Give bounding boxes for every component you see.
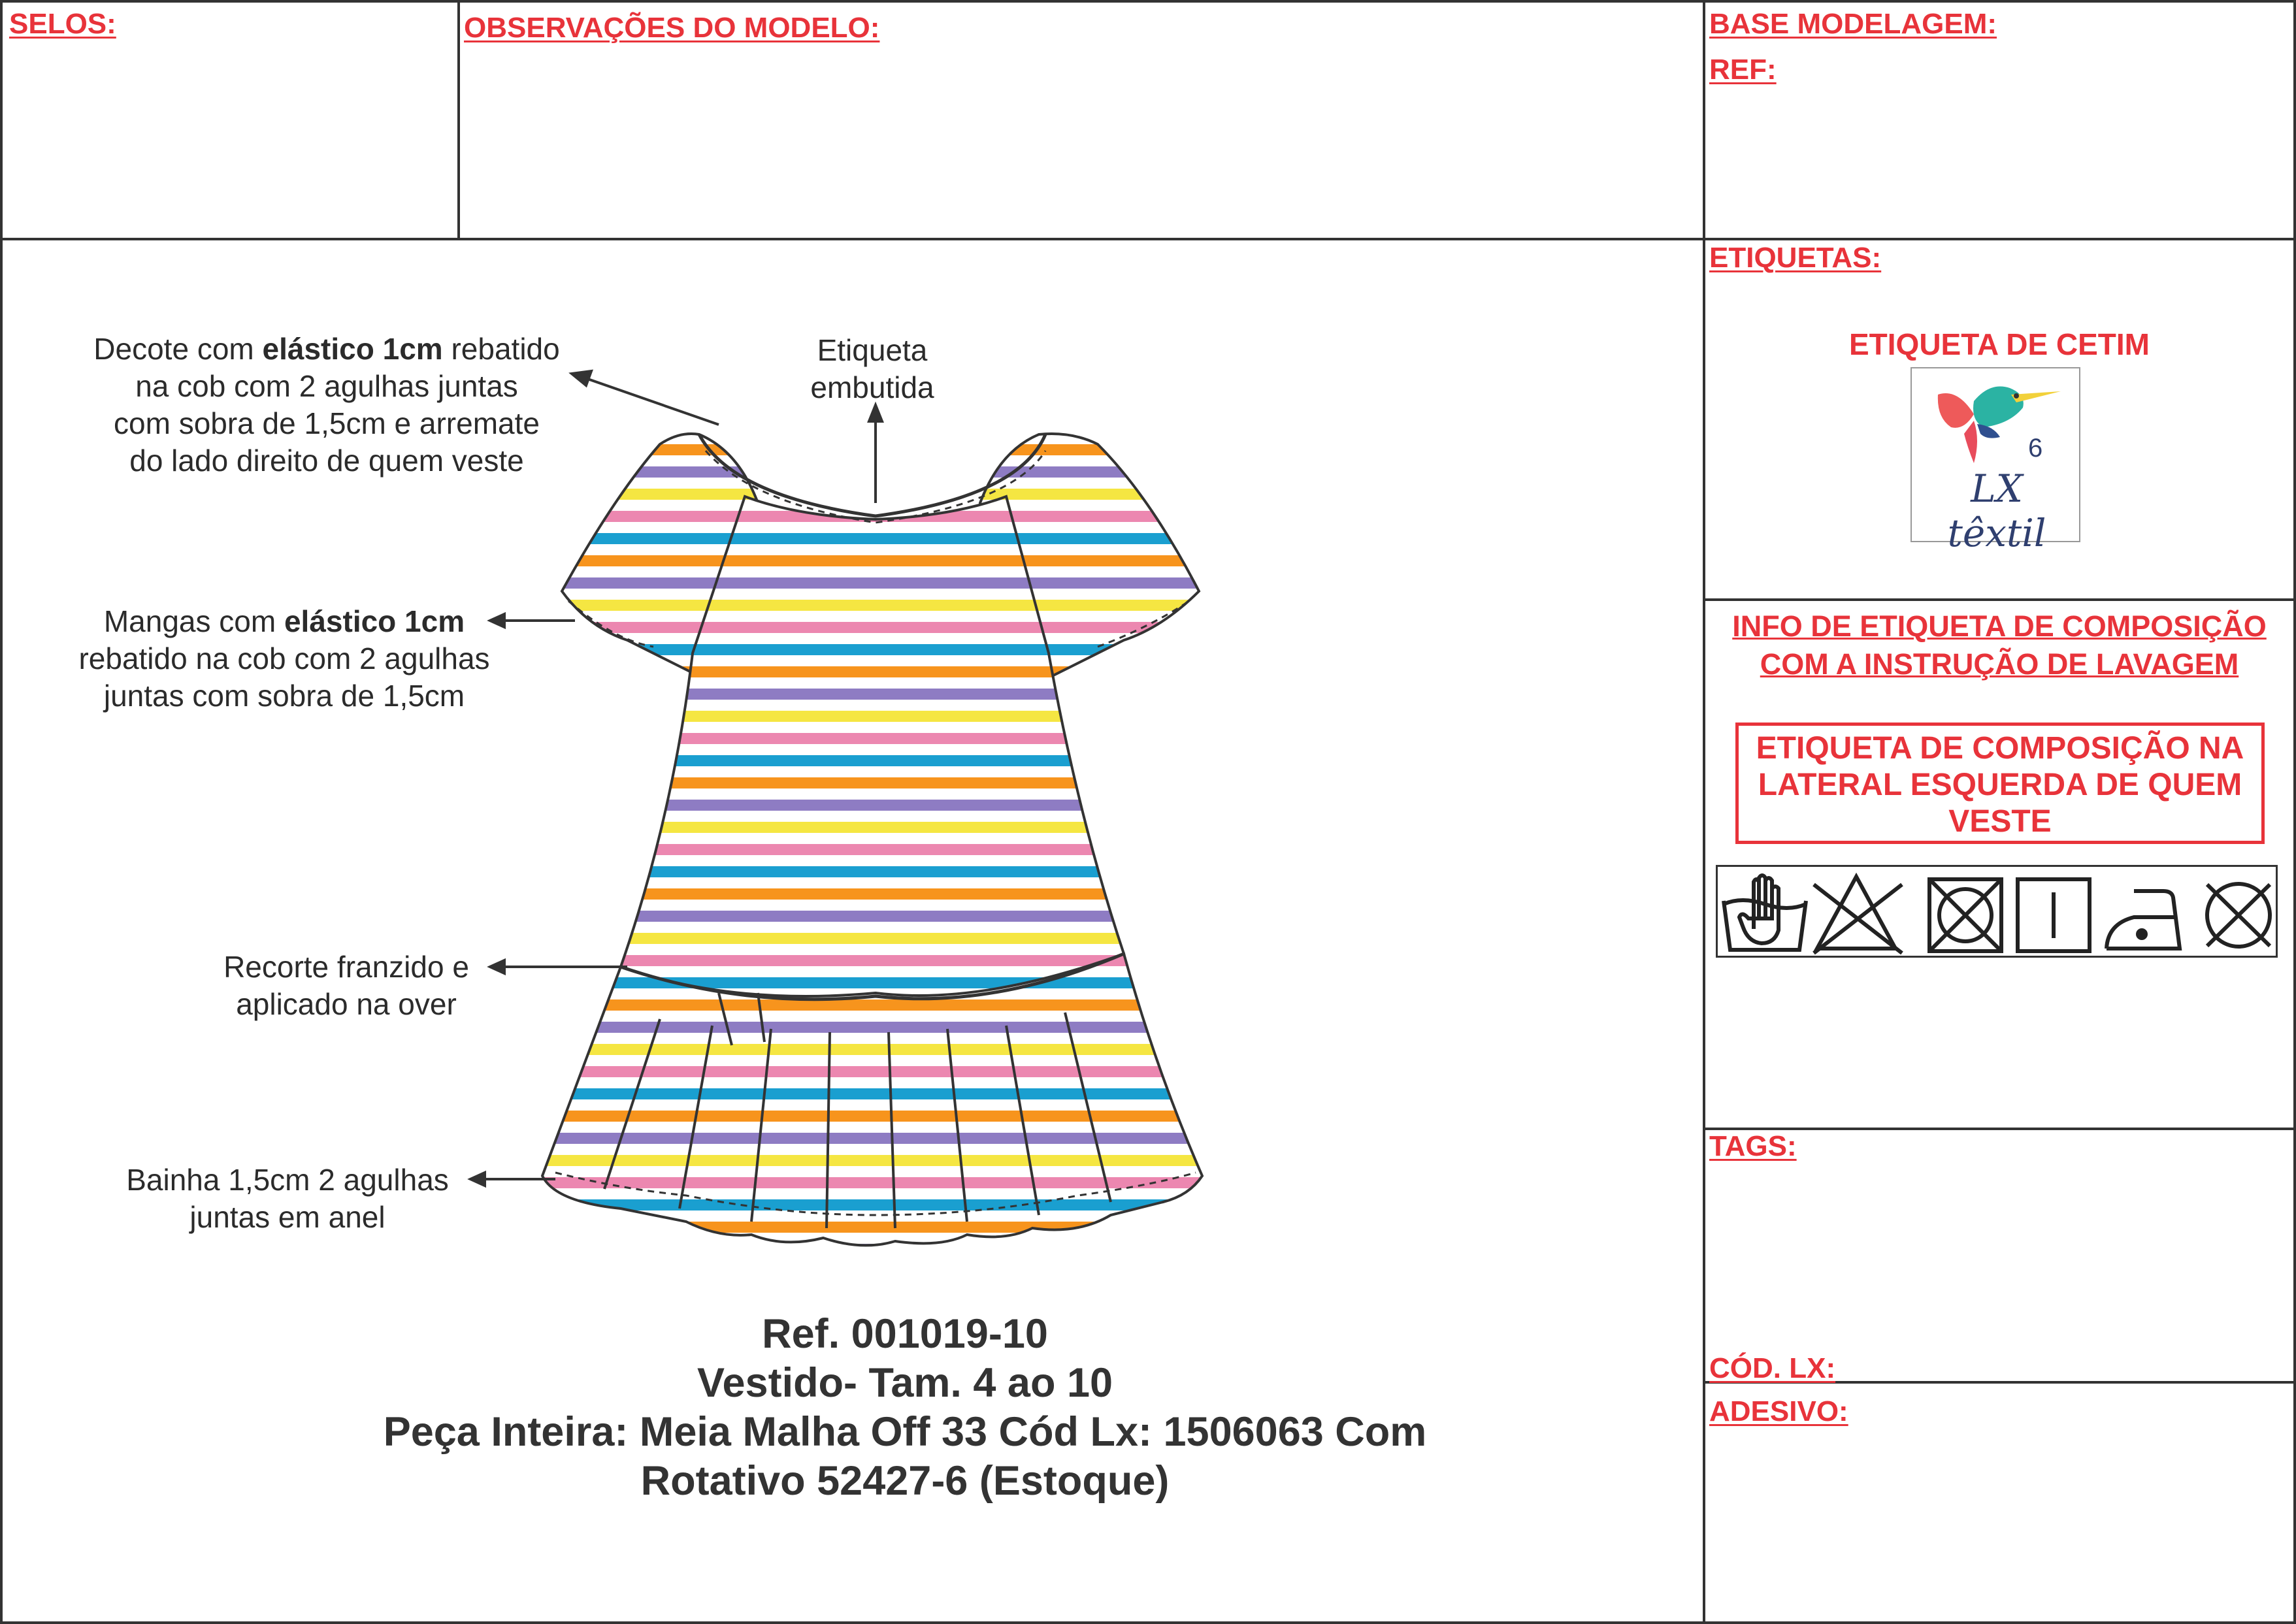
note-etiqueta-line-2: embutida <box>810 370 934 404</box>
selos-label: SELOS: <box>9 8 116 40</box>
note-mangas-line-2: rebatido na cob com 2 agulhas <box>78 641 490 675</box>
composition-line-3: VESTE <box>1948 804 2052 839</box>
note-mangas <box>46 603 523 715</box>
etiquetas-label: ETIQUETAS: <box>1709 242 1882 274</box>
base-modelagem-label: BASE MODELAGEM: <box>1709 8 1997 40</box>
note-recorte-line-1: Recorte franzido e <box>223 950 469 984</box>
product-description <box>274 1310 1535 1506</box>
logo-brand-name: LX têxtil <box>1947 466 2046 555</box>
note-decote-line-3: com sobra de 1,5cm e arremate <box>114 406 540 440</box>
product-name: Vestido- Tam. 4 ao 10 <box>697 1360 1113 1406</box>
note-decote <box>72 331 582 479</box>
etiqueta-cetim-title: ETIQUETA DE CETIM <box>1849 327 2150 361</box>
note-mangas-bold: elástico 1cm <box>284 604 465 638</box>
note-mangas-line-3: juntas com sobra de 1,5cm <box>103 679 465 713</box>
note-etiqueta-line-1: Etiqueta <box>817 333 928 367</box>
ref-label: REF: <box>1709 54 1777 86</box>
composition-line-1: ETIQUETA DE COMPOSIÇÃO NA <box>1756 731 2244 766</box>
cod-lx-label: CÓD. LX: <box>1709 1352 1836 1384</box>
note-recorte <box>196 949 497 1023</box>
product-ref: Ref. 001019-10 <box>762 1311 1048 1357</box>
note-bainha-line-1: Bainha 1,5cm 2 agulhas <box>126 1163 449 1197</box>
info-line-2: COM A INSTRUÇÃO DE LAVAGEM <box>1760 647 2239 681</box>
note-decote-line-2: na cob com 2 agulhas juntas <box>135 369 518 403</box>
note-etiqueta <box>784 332 960 406</box>
note-decote-bold: elástico 1cm <box>262 332 443 366</box>
composition-line-2: LATERAL ESQUERDA DE QUEM <box>1758 768 2242 802</box>
note-bainha-line-2: juntas em anel <box>189 1200 385 1234</box>
note-bainha <box>105 1161 470 1236</box>
logo-size-number: 6 <box>2028 434 2043 463</box>
observacoes-label: OBSERVAÇÕES DO MODELO: <box>464 12 880 44</box>
note-recorte-line-2: aplicado na over <box>236 987 457 1021</box>
note-mangas-line-1: Mangas com elástico 1cm <box>103 604 465 638</box>
product-fabric-line-2: Rotativo 52427-6 (Estoque) <box>640 1458 1170 1504</box>
info-line-1: INFO DE ETIQUETA DE COMPOSIÇÃO <box>1732 609 2267 643</box>
tags-label: TAGS: <box>1709 1130 1797 1162</box>
note-decote-line-4: do lado direito de quem veste <box>129 444 524 478</box>
note-decote-line-1: Decote com elástico 1cm rebatido <box>93 332 560 366</box>
adesivo-label: ADESIVO: <box>1709 1395 1848 1427</box>
product-fabric-line-1: Peça Inteira: Meia Malha Off 33 Cód Lx: 1506063 Com <box>383 1409 1427 1455</box>
